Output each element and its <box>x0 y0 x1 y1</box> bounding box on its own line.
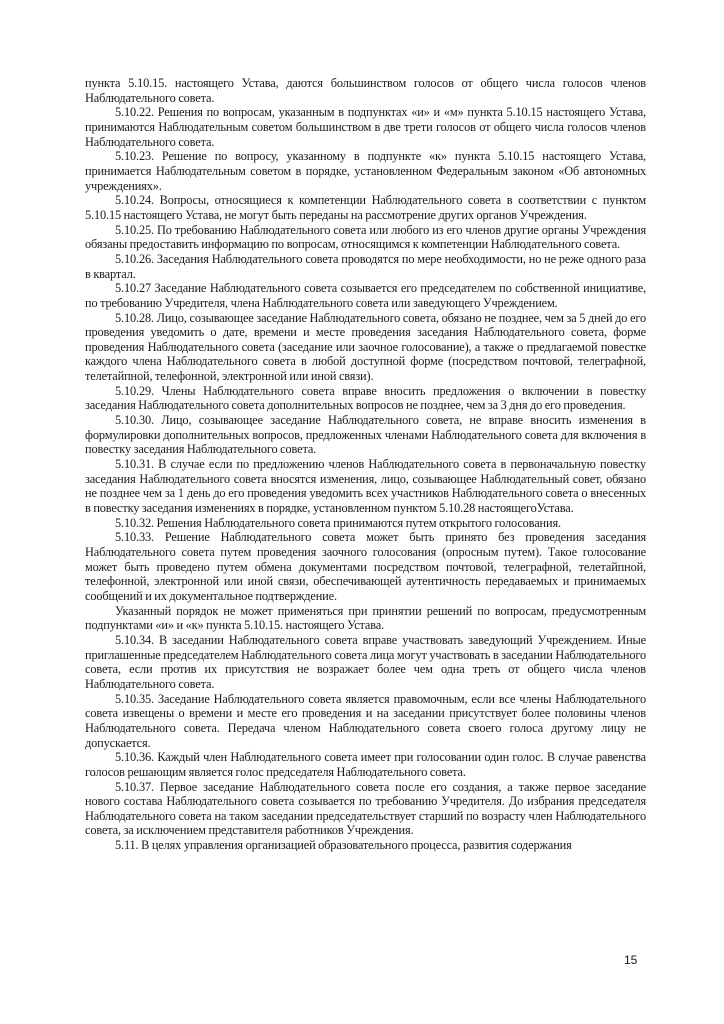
paragraph-5-10-36: 5.10.36. Каждый член Наблюдательного совета имеет при голосовании один голос. В случае равенства голосов решающим является голос председателя Наблюдательного совета. <box>85 750 646 779</box>
paragraph-5-10-25: 5.10.25. По требованию Наблюдательного совета или любого из его членов другие органы Учреждения обязаны предоставить информацию по вопросам, относящимся к компетенции Наблюдательного совета. <box>85 222 646 252</box>
paragraph-5-10-31: 5.10.31. В случае если по предложению членов Наблюдательного совета в первоначальную повестку заседания Наблюдательного совета вносятся изменения, лицо, созывающее Наблюдательный совет, обязано не позднее чем за 1 день до его проведения уведомить всех участников Наблюдательного совета о внесенных в повестку заседания изменениях в порядке, установленном пунктом 5.10.28 настоящегоУстава. <box>85 457 646 516</box>
paragraph-5-10-28: 5.10.28. Лицо, созывающее заседание Наблюдательного совета, обязано не позднее, чем за 5 дней до его проведения уведомить о дате, времени и месте проведения заседания Наблюдательного совета, форме проведения Наблюдательного совета (заседание или заочное голосование), а также о предлагаемой повестке каждого члена Наблюдательного совета в любой доступной форме (посредством почтовой, телеграфной, телетайпной, телефонной, электронной или иной связи). <box>85 310 646 384</box>
paragraph-5-10-26: 5.10.26. Заседания Наблюдательного совета проводятся по мере необходимости, но не реже одного раза в квартал. <box>85 251 646 281</box>
paragraph-5-10-22: 5.10.22. Решения по вопросам, указанным в подпунктах «и» и «м» пункта 5.10.15 настоящего Устава, принимаются Наблюдательным советом большинством в две трети голосов от общего числа голосов членов Наблюдательного совета. <box>85 105 646 149</box>
paragraph-5-10-37: 5.10.37. Первое заседание Наблюдательного совета после его создания, а также первое заседание нового состава Наблюдательного совета созывается по требованию Учредителя. До избрания председателя Наблюдательного совета на таком заседании председательствует старший по возрасту член Наблюдательного совета, за исключением представителя работников Учреждения. <box>85 779 646 838</box>
paragraph-5-10-27: 5.10.27 Заседание Наблюдательного совета созывается его председателем по собственной инициативе, по требованию Учредителя, члена Наблюдательного совета или заведующего Учреждением. <box>85 281 646 310</box>
paragraph-5-10-34: 5.10.34. В заседании Наблюдательного совета вправе участвовать заведующий Учреждением. Иные приглашенные председателем Наблюдательного совета лица могут участвовать в заседании Наблюдательного совета, если против их присутствия не возражает более чем одна треть от общего числа членов Наблюдательного совета. <box>85 632 647 691</box>
paragraph-5-10-33: 5.10.33. Решение Наблюдательного совета может быть принято без проведения заседания Наблюдательного совета путем проведения заочного голосования (опросным путем). Такое голосование может быть проведено путем обмена документами посредством почтовой, телеграфной, телетайпной, телефонной, электронной или иной связи, обеспечивающей аутентичность передаваемых и принимаемых сообщений и их документальное подтверждение. <box>85 530 646 603</box>
paragraph-5-10-29: 5.10.29. Члены Наблюдательного совета вправе вносить предложения о включении в повестку заседания Наблюдательного совета дополнительных вопросов не позднее, чем за 3 дня до его проведения. <box>85 383 646 413</box>
paragraph-5-10-30: 5.10.30. Лицо, созывающее заседание Наблюдательного совета, не вправе вносить изменения в формулировки дополнительных вопросов, предложенных членами Наблюдательного совета для включения в повестку заседания Наблюдательного совета. <box>85 413 646 457</box>
paragraph-continuation-5-10-21: пункта 5.10.15. настоящего Устава, даются большинством голосов от общего числа голосов членов Наблюдательного совета. <box>85 76 646 105</box>
paragraph-5-11: 5.11. В целях управления организацией образовательного процесса, развития содержания <box>115 838 572 853</box>
paragraph-5-10-24: 5.10.24. Вопросы, относящиеся к компетенции Наблюдательного совета в соответствии с пунктом 5.10.15 настоящего Устава, не могут быть переданы на рассмотрение других органов Учреждения. <box>85 193 646 222</box>
paragraph-5-10-33-note: Указанный порядок не может применяться при принятии решений по вопросам, предусмотренным подпунктами «и» и «к» пункта 5.10.15. настоящего Устава. <box>85 603 646 633</box>
paragraph-5-10-35: 5.10.35. Заседание Наблюдательного совета является правомочным, если все члены Наблюдательного совета извещены о времени и месте его проведения и на заседании присутствует более половины членов Наблюдательного совета. Передача членом Наблюдательного совета своего голоса другому лицу не допускается. <box>85 691 646 750</box>
paragraph-5-10-23: 5.10.23. Решение по вопросу, указанному в подпункте «к» пункта 5.10.15 настоящего Устава, принимается Наблюдательным советом в порядке, установленном Федеральным законом «Об автономных учреждениях». <box>85 149 646 193</box>
paragraph-5-10-32: 5.10.32. Решения Наблюдательного совета принимаются путем открытого голосования. <box>115 515 561 530</box>
document-body <box>85 76 646 853</box>
page-number: 15 <box>624 953 638 967</box>
